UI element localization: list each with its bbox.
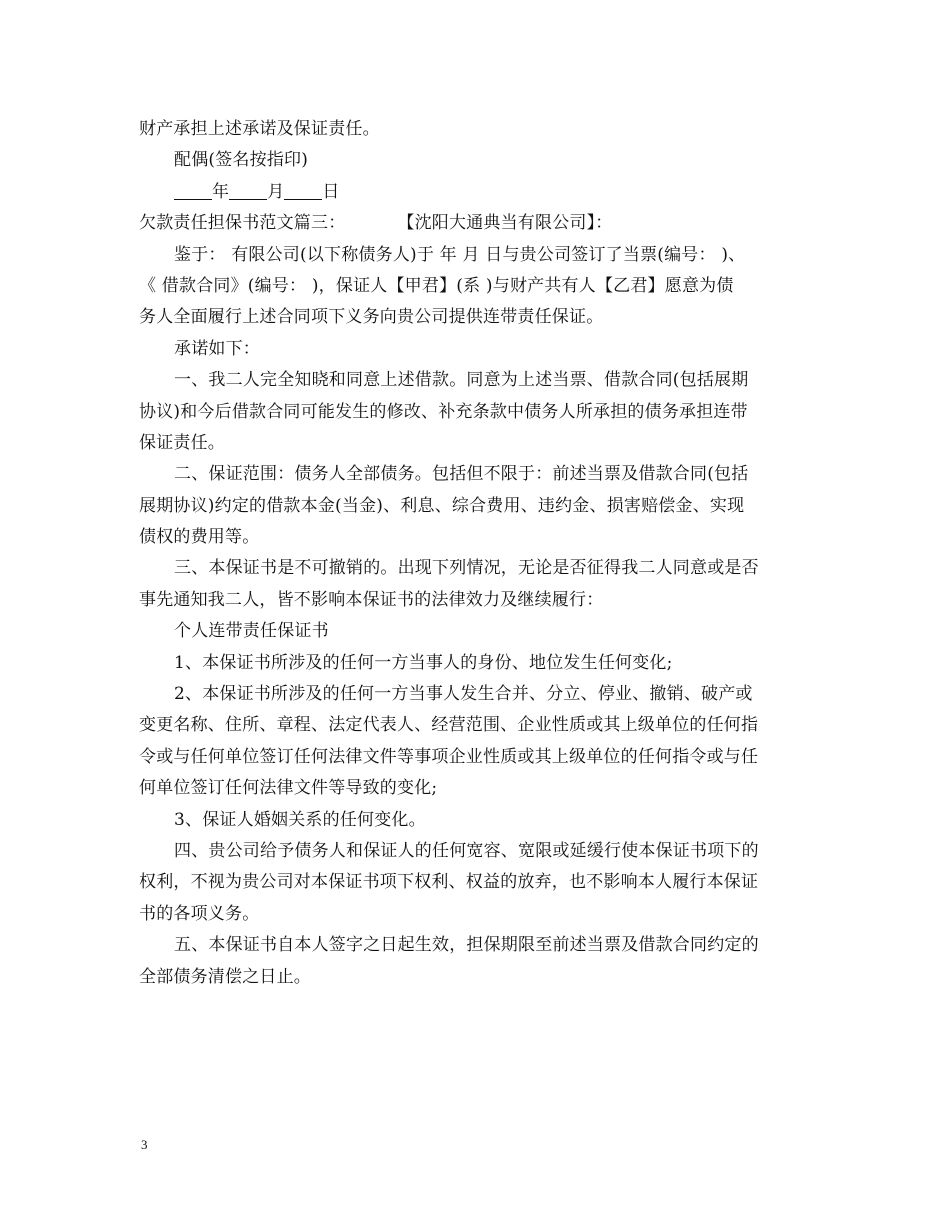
paragraph-line: 1、本保证书所涉及的任何一方当事人的身份、地位发生任何变化; (174, 652, 673, 673)
month-blank (229, 181, 267, 200)
paragraph-line: 2、本保证书所涉及的任何一方当事人发生合并、分立、停业、撤销、破产或 (174, 684, 753, 705)
paragraph-line: 令或与任何单位签订任何法律文件等事项企业性质或其上级单位的任何指令或与任 (139, 746, 759, 767)
paragraph-line: 《 借款合同》(编号： )，保证人【甲君】(系 )与财产共有人【乙君】愿意为债 (139, 275, 734, 296)
document-body (139, 114, 819, 993)
page-number: 3 (141, 1137, 148, 1152)
day-blank (284, 181, 322, 200)
paragraph-line: 二、保证范围：债务人全部债务。包括但不限于：前述当票及借款合同(包括 (174, 464, 749, 485)
day-label: 日 (322, 181, 340, 202)
paragraph-line: 财产承担上述承诺及保证责任。 (139, 119, 380, 139)
paragraph-line: 一、我二人完全知晓和同意上述借款。同意为上述当票、借款合同(包括展期 (174, 370, 749, 391)
paragraph-line: 3、保证人婚姻关系的任何变化。 (174, 809, 426, 830)
year-label: 年 (212, 181, 230, 202)
paragraph-line: 全部债务清偿之日止。 (139, 966, 311, 987)
paragraph-line: 四、贵公司给予债务人和保证人的任何宽容、宽限或延缓行使本保证书项下的 (174, 840, 759, 861)
section-heading: 承诺如下： (174, 338, 260, 359)
paragraph-line: 权利，不视为贵公司对本保证书项下权利、权益的放弃，也不影响本人履行本保证 (139, 872, 759, 893)
paragraph-line: 务人全面履行上述合同项下义务向贵公司提供连带责任保证。 (139, 307, 604, 328)
paragraph-line: 保证责任。 (139, 432, 225, 453)
paragraph-line: 五、本保证书自本人签字之日起生效，担保期限至前述当票及借款合同约定的 (174, 935, 759, 956)
document-title: 欠款责任担保书范文篇三： (139, 213, 346, 234)
paragraph-line: 何单位签订任何法律文件等导致的变化; (139, 778, 438, 799)
section-heading: 个人连带责任保证书 (174, 621, 329, 642)
paragraph-line: 事先通知我二人，皆不影响本保证书的法律效力及继续履行： (139, 589, 604, 610)
signature-date-line (139, 177, 819, 208)
addressee: 【沈阳大通典当有限公司】： (397, 213, 613, 234)
paragraph-line: 书的各项义务。 (139, 903, 260, 924)
document-title-line (139, 208, 819, 239)
paragraph-line: 鉴于： 有限公司(以下称债务人)于 年 月 日与贵公司签订了当票(编号： )、 (174, 244, 746, 265)
paragraph-line: 展期协议)约定的借款本金(当金)、利息、综合费用、违约金、损害赔偿金、实现 (139, 495, 745, 516)
paragraph-line: 债权的费用等。 (139, 527, 260, 548)
month-label: 月 (267, 181, 285, 202)
paragraph-line: 变更名称、住所、章程、法定代表人、经营范围、企业性质或其上级单位的任何指 (139, 715, 759, 736)
paragraph-line: 三、本保证书是不可撤销的。出现下列情况，无论是否征得我二人同意或是否 (174, 558, 759, 579)
year-blank (174, 181, 212, 200)
spouse-signature-label: 配偶(签名按指印) (174, 150, 309, 171)
paragraph-line: 协议)和今后借款合同可能发生的修改、补充条款中债务人所承担的债务承担连带 (139, 401, 748, 422)
